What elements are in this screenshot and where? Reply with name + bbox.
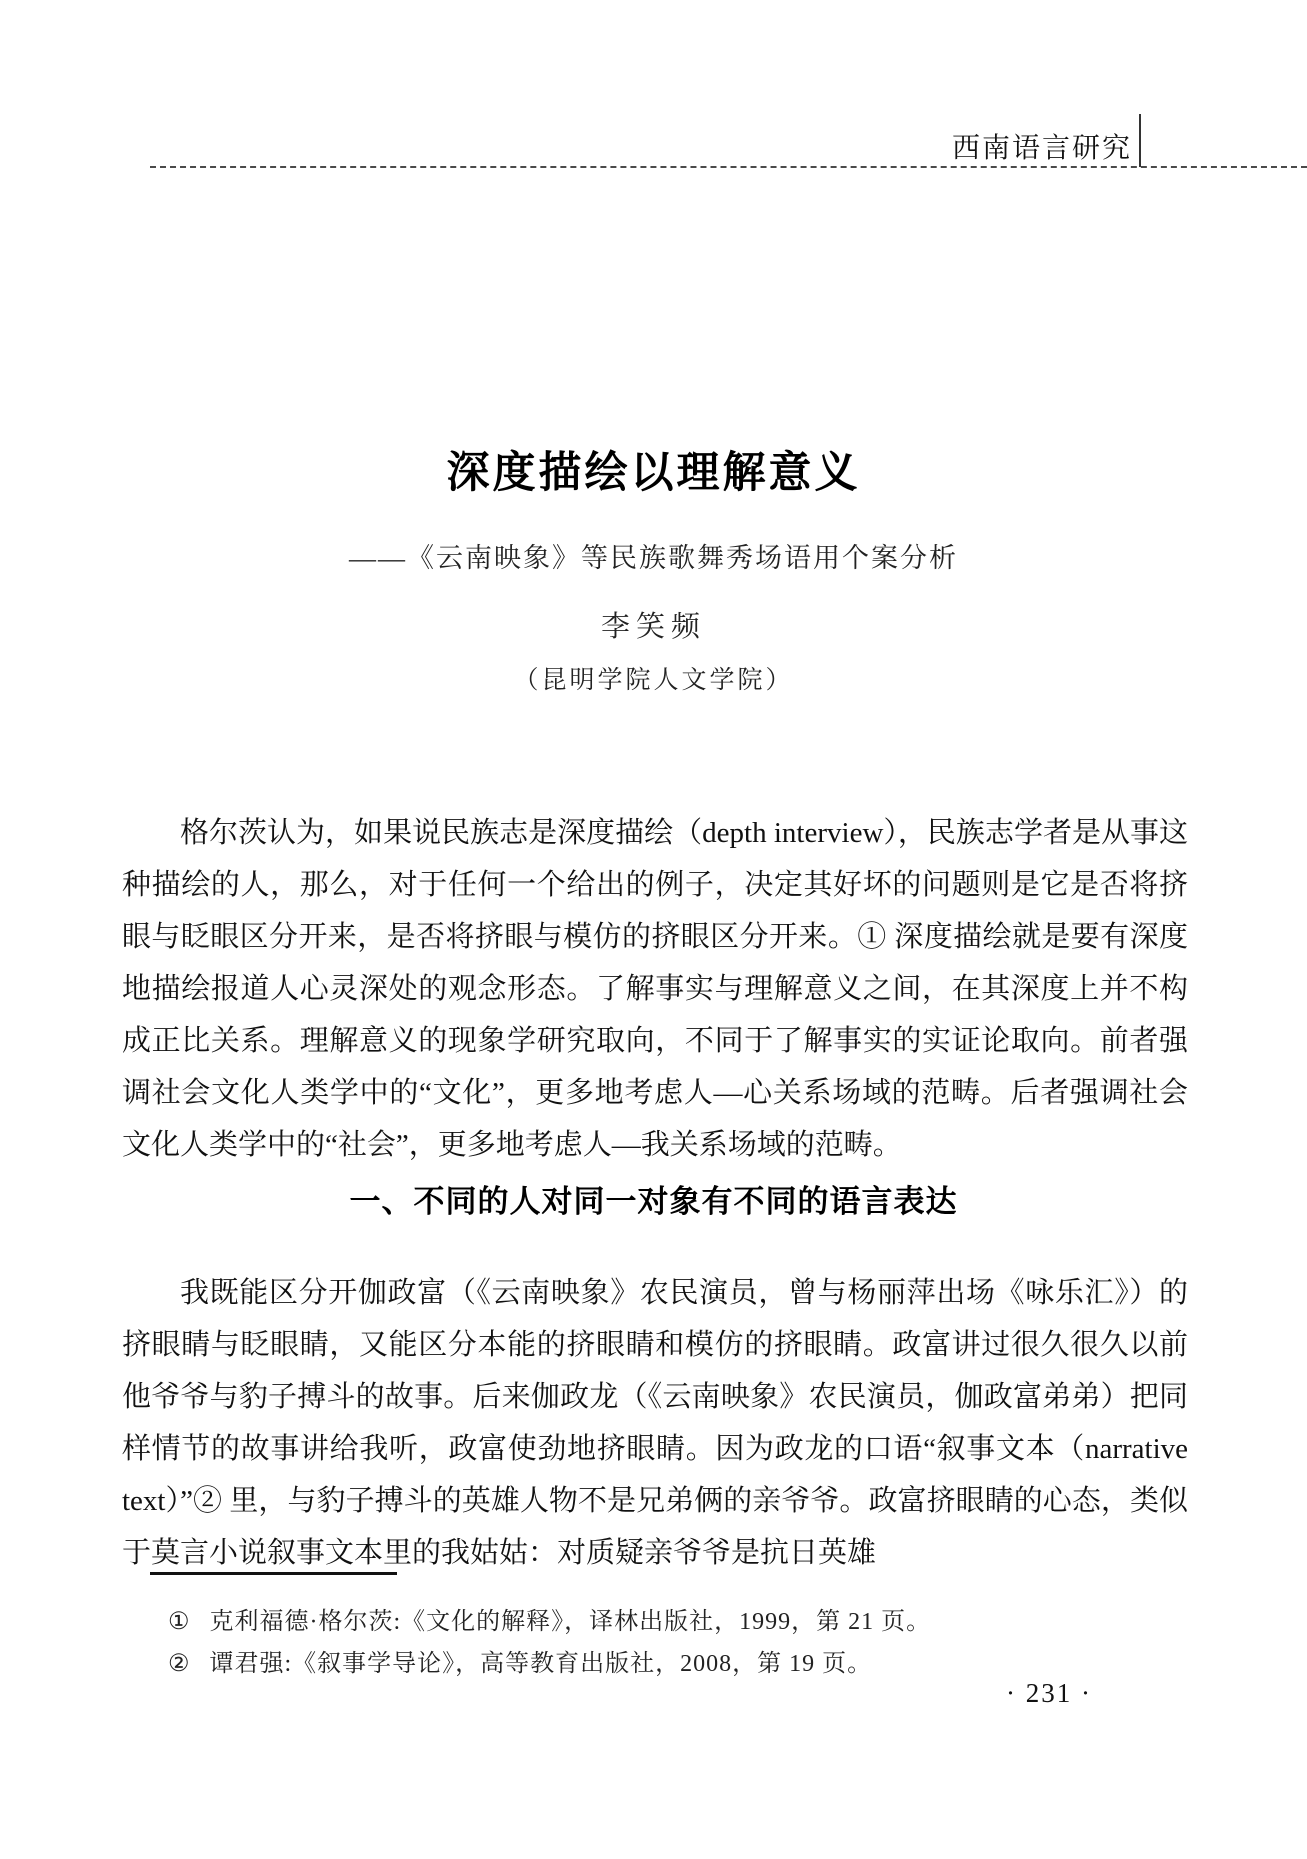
section-heading: 一、不同的人对同一对象有不同的语言表达 <box>349 1183 958 1219</box>
journal-title: 西南语言研究 <box>951 133 1132 164</box>
header-divider-bar <box>1139 114 1141 167</box>
footnote-marker: ② <box>168 1651 190 1677</box>
footnote-text: 克利福德·格尔茨:《文化的解释》，译林出版社，1999，第 21 页。 <box>209 1609 932 1635</box>
article-title: 深度描绘以理解意义 <box>446 449 861 497</box>
footnotes <box>168 1601 1158 1685</box>
footnote-separator-rule <box>150 1572 397 1575</box>
body-paragraph-1: 格尔茨认为，如果说民族志是深度描绘（depth interview），民族志学者是从事这种描绘的人，那么，对于任何一个给出的例子，决定其好坏的问题则是它是否将挤眼与眨眼区分开来，是否将挤眼与模仿的挤眼区分开来。① 深度描绘就是要有深度地描绘报道人心灵深处的观念形态。了解事实与理解意义之间，在其深度上并不构成正比关系。理解意义的现象学研究取向，不同于了解事实的实证论取向。前者强调社会文化人类学中的“文化”，更多地考虑人—心关系场域的范畴。后者强调社会文化人类学中的“社会”，更多地考虑人—我关系场域的范畴。 <box>122 817 1188 1161</box>
footnote-text: 谭君强:《叙事学导论》，高等教育出版社，2008，第 19 页。 <box>209 1651 873 1677</box>
author-name: 李笑频 <box>600 611 706 643</box>
page-number: · 231 · <box>1006 1678 1092 1708</box>
footnote-item <box>168 1601 1158 1643</box>
header-dashed-separator <box>150 166 1307 168</box>
article-subtitle: ——《云南映象》等民族歌舞秀场语用个案分析 <box>349 543 958 573</box>
author-affiliation: （昆明学院人文学院） <box>513 667 794 694</box>
body-paragraph-2: 我既能区分开伽政富（《云南映象》农民演员，曾与杨丽萍出场《咏乐汇》）的挤眼睛与眨眼睛，又能区分本能的挤眼睛和模仿的挤眼睛。政富讲过很久很久以前他爷爷与豹子搏斗的故事。后来伽政龙（《云南映象》农民演员，伽政富弟弟）把同样情节的故事讲给我听，政富使劲地挤眼睛。因为政龙的口语“叙事文本（narrative text）”② 里，与豹子搏斗的英雄人物不是兄弟俩的亲爷爷。政富挤眼睛的心态，类似于莫言小说叙事文本里的我姑姑：对质疑亲爷爷是抗日英雄 <box>122 1277 1188 1569</box>
footnote-marker: ① <box>168 1609 190 1635</box>
